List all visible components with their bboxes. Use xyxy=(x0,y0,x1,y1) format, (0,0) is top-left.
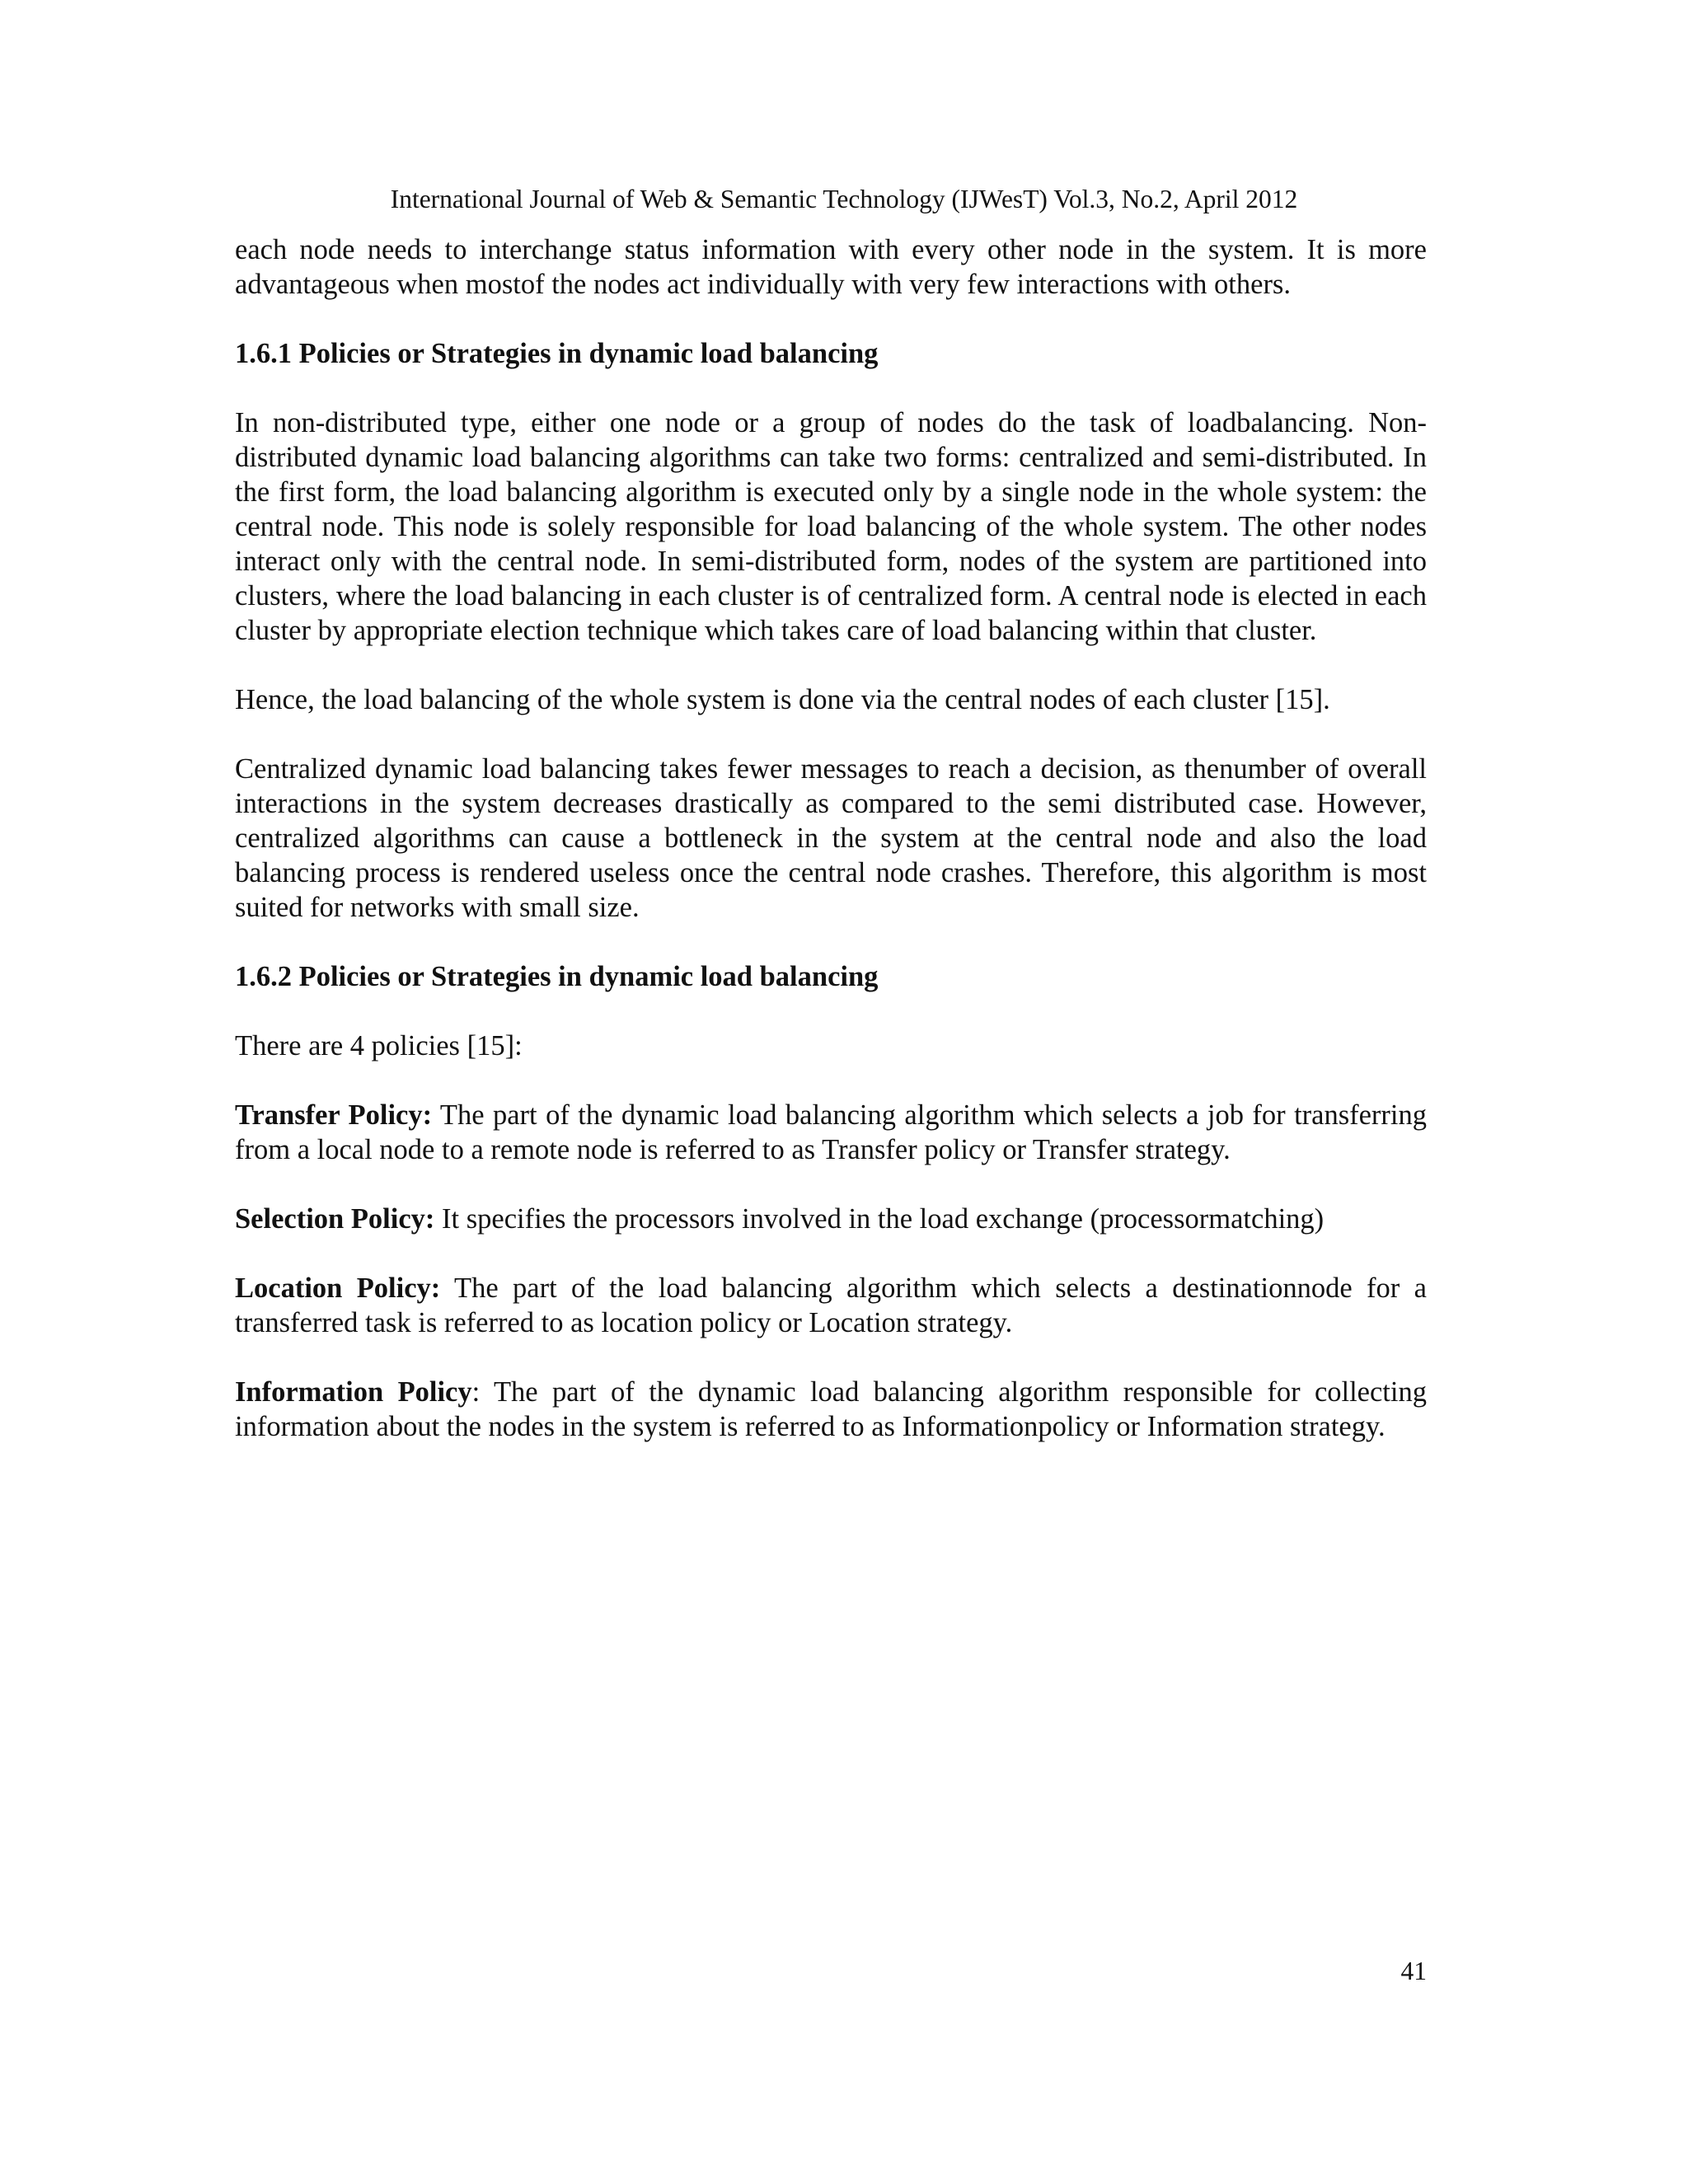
running-header: International Journal of Web & Semantic Technology (IJWesT) Vol.3, No.2, April 2012 xyxy=(390,185,1298,213)
intro-paragraph: each node needs to interchange status information with every other node in the system. It is more advantageous when mostof the nodes act individually with very few interactions with others. xyxy=(235,234,1427,300)
policy-description: The part of the load balancing algorithm which selects a destinationnode for a transferred task is referred to as location policy or Location strategy. xyxy=(235,1272,1427,1338)
policy-term: Location Policy: xyxy=(235,1272,441,1304)
body-text xyxy=(235,232,1427,1444)
paragraph-cluster-summary: Hence, the load balancing of the whole system is done via the central nodes of each cluster [15]. xyxy=(235,684,1330,715)
policy-selection xyxy=(235,1202,1427,1236)
policy-location xyxy=(235,1271,1427,1340)
policy-description: It specifies the processors involved in the load exchange (processormatching) xyxy=(434,1203,1325,1235)
paragraph-centralized: Centralized dynamic load balancing takes fewer messages to reach a decision, as thenumber of overall interactions in the system decreases drastically as compared to the semi distributed case. However, centralized algorithms can cause a bottleneck in the system at the central node and also the load balancing process is rendered useless once the central node crashes. Therefore, this algorithm is most suited for networks with small size. xyxy=(235,753,1427,923)
policies-intro: There are 4 policies [15]: xyxy=(235,1030,523,1062)
policy-term: Selection Policy: xyxy=(235,1203,435,1235)
policy-term: Transfer Policy: xyxy=(235,1099,433,1131)
policy-information xyxy=(235,1375,1427,1444)
page-number: 41 xyxy=(1400,1957,1427,1985)
policy-transfer xyxy=(235,1098,1427,1167)
policy-description: The part of the dynamic load balancing algorithm which selects a job for transferring from a local node to a remote node is referred to as Transfer policy or Transfer strategy. xyxy=(235,1099,1427,1165)
section-heading-1-6-1: 1.6.1 Policies or Strategies in dynamic load balancing xyxy=(235,338,879,369)
section-heading-1-6-2: 1.6.2 Policies or Strategies in dynamic load balancing xyxy=(235,961,879,992)
policy-description: : The part of the dynamic load balancing algorithm responsible for collecting information about the nodes in the system is referred to as Informationpolicy or Information strategy. xyxy=(235,1376,1427,1442)
policy-term: Information Policy xyxy=(235,1376,472,1408)
paragraph-non-distributed: In non-distributed type, either one node or a group of nodes do the task of loadbalancing. Non-distributed dynamic load balancing algorithms can take two forms: centralized and semi-distributed. In the first form, the load balancing algorithm is executed only by a single node in the whole system: the central node. This node is solely responsible for load balancing of the whole system. The other nodes interact only with the central node. In semi-distributed form, nodes of the system are partitioned into clusters, where the load balancing in each cluster is of centralized form. A central node is elected in each cluster by appropriate election technique which takes care of load balancing within that cluster. xyxy=(235,407,1427,646)
